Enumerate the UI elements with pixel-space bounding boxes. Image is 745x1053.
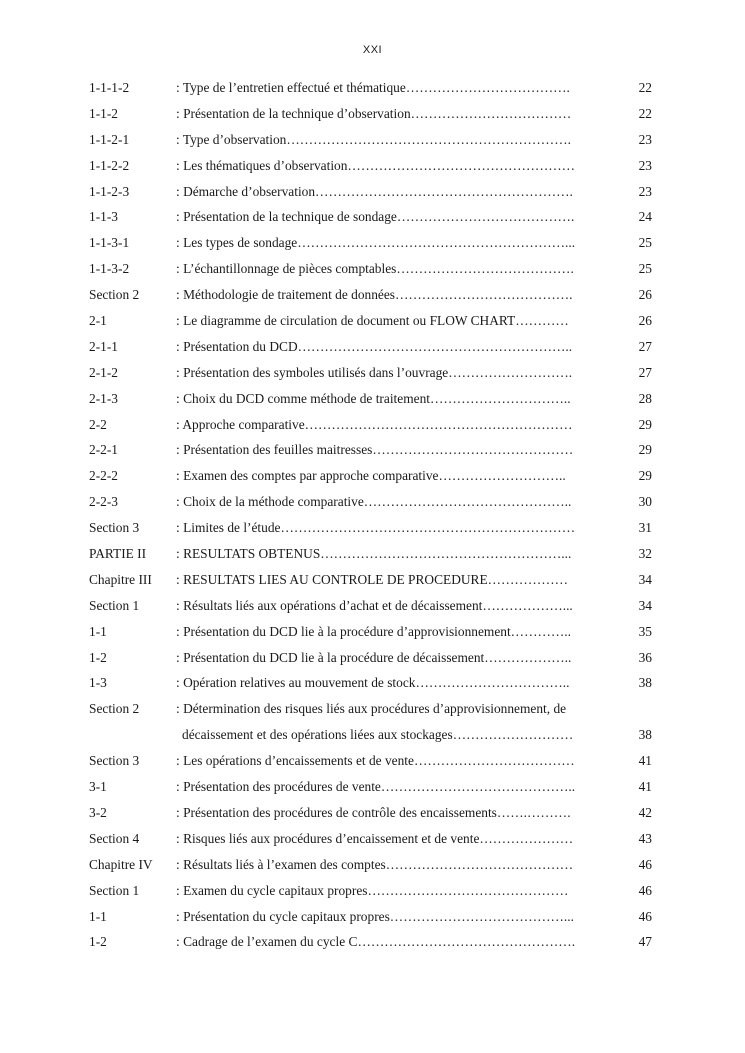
toc-entry-title: : Les opérations d’encaissements et de vente……………………………… [176, 753, 575, 769]
toc-entry-number: 1-1-1-2 [89, 80, 130, 95]
toc-entry-title: : Présentation du DCD lie à la procédure de décaissement……………….. [176, 649, 572, 665]
toc-entry-number: Section 3 [89, 520, 140, 536]
toc-entry-title: : L’échantillonnage de pièces comptables…………………………………. [176, 261, 574, 277]
toc-entry-title: : RESULTATS LIES AU CONTROLE DE PROCEDURE……………… [176, 571, 568, 587]
toc-entry-title: : RESULTATS OBTENUS………………………………………………... [176, 546, 572, 562]
toc-entry [89, 670, 654, 696]
toc-entry-page: 23 [638, 131, 652, 147]
toc-entry-title: : Présentation du cycle capitaux propres…………………………………... [176, 908, 574, 924]
toc-entry-multiline [89, 696, 654, 748]
toc-entry [89, 878, 654, 904]
toc-entry-page: 22 [638, 105, 652, 121]
toc-entry [89, 748, 654, 774]
toc-entry-title: : Type d’observation………………………………………………………. [176, 131, 571, 147]
toc-entry-title: : Présentation des procédures de contrôle des encaissements…….………. [176, 804, 571, 820]
toc-entry-page: 34 [638, 571, 652, 587]
toc-entry-number: 3-1 [89, 779, 107, 795]
toc-entry-number: 1-1 [89, 623, 107, 639]
page-number: XXI [362, 44, 383, 56]
toc-entry-page: 24 [638, 209, 652, 225]
toc-entry-title: : Présentation des procédures de vente…………………………………….. [176, 779, 576, 795]
toc-entry-title: : Présentation du DCD…………………………………………………….. [176, 338, 573, 354]
toc-entry-page: 41 [638, 753, 652, 769]
toc-entry-number: 1-2 [89, 934, 107, 950]
toc-entry-title: : Cadrage de l’examen du cycle C…………………………………………. [176, 934, 576, 950]
toc-entry-title: : Choix de la méthode comparative……………………………………….. [176, 494, 572, 510]
toc-entry [89, 360, 654, 386]
toc-entry-number: 2-1-3 [89, 390, 119, 406]
toc-entry [89, 826, 654, 852]
toc-entry-page: 36 [638, 649, 652, 665]
toc-entry-title: : Opération relatives au mouvement de stock…………………………….. [176, 675, 570, 691]
toc-entry [89, 179, 654, 205]
toc-entry-number: 2-2-3 [89, 494, 119, 510]
toc-entry [89, 904, 654, 930]
toc-entry-page: 23 [638, 183, 652, 199]
toc-entry-page: 29 [638, 468, 652, 484]
toc-entry-title: : Présentation de la technique d’observation……………………………… [176, 105, 572, 121]
toc-entry-number: Section 2 [89, 287, 140, 303]
toc-entry-number: Section 1 [89, 882, 140, 898]
toc-entry [89, 282, 654, 308]
toc-entry-page: 23 [638, 157, 652, 173]
toc-entry-page: 46 [638, 882, 652, 898]
toc-entry-title: : Méthodologie de traitement de données…………………………………. [176, 287, 573, 303]
toc-entry [89, 929, 654, 955]
toc-entry-page: 30 [638, 494, 652, 510]
toc-entry [89, 75, 654, 101]
toc-entry-page: 31 [638, 520, 652, 536]
toc-entry-page: 34 [638, 597, 652, 613]
toc-entry [89, 593, 654, 619]
toc-entry-number: 1-1-3 [89, 209, 119, 225]
toc-entry-number: Section 1 [89, 597, 140, 613]
toc-entry-page: 43 [638, 830, 652, 846]
toc-entry-page: 25 [638, 235, 652, 251]
toc-entry-number: Section 4 [89, 830, 140, 846]
toc-entry-number: 1-1-2-2 [89, 157, 130, 173]
toc-entry-title: : Le diagramme de circulation de document ou FLOW CHART………… [176, 313, 569, 329]
toc-entry-page: 46 [638, 856, 652, 872]
toc-entry-number: 2-2-2 [89, 468, 119, 484]
toc-entry-title: : Les types de sondage……………………………………………………... [176, 235, 576, 251]
toc-entry [89, 412, 654, 438]
toc-entry-number: 2-2-1 [89, 442, 119, 458]
toc-entry-number: 1-1-3-1 [89, 235, 130, 251]
toc-entry-page: 26 [638, 287, 652, 303]
toc-entry-number: 1-1 [89, 908, 107, 924]
toc-entry-number: 2-1-2 [89, 364, 119, 380]
toc-entry-number: 2-1-1 [89, 338, 119, 354]
toc-entry-number: 2-2 [89, 416, 107, 432]
toc-entry-number: 2-1 [89, 313, 107, 329]
toc-entry [89, 386, 654, 412]
toc-entry-number: Section 2 [89, 701, 140, 717]
toc-entry-title: : Type de l’entretien effectué et thématique………………………………. [176, 80, 570, 95]
toc-entry [89, 619, 654, 645]
toc-entry [89, 774, 654, 800]
toc-entry-number: 1-3 [89, 675, 107, 691]
toc-entry-title: : Présentation des symboles utilisés dans l’ouvrage………………………. [176, 364, 573, 380]
toc-entry-title-line1: : Détermination des risques liés aux procédures d’approvisionnement, de [176, 701, 567, 717]
toc-entry-page: 29 [638, 442, 652, 458]
toc-entry-number: 1-1-3-2 [89, 261, 130, 277]
toc-entry-title: : Résultats liés aux opérations d’achat et de décaissement………………... [176, 597, 573, 613]
toc-entry-page: 38 [638, 727, 652, 743]
toc-entry-title: : Présentation de la technique de sondage…………………………………. [176, 209, 575, 225]
toc-entry-title: : Examen du cycle capitaux propres……………………………………… [176, 882, 569, 898]
toc-entry-page: 29 [638, 416, 652, 432]
toc-entry [89, 567, 654, 593]
toc-entry-page: 26 [638, 313, 652, 329]
toc-entry-number: Chapitre IV [89, 856, 153, 872]
toc-entry-page: 47 [638, 934, 652, 950]
toc-entry [89, 541, 654, 567]
toc-entry [89, 489, 654, 515]
toc-entry-number: 1-1-2 [89, 105, 119, 121]
toc-entry [89, 800, 654, 826]
table-of-contents [89, 75, 654, 955]
toc-entry-title-line2: décaissement et des opérations liées aux stockages……………………… [182, 727, 574, 743]
toc-entry-page: 32 [638, 546, 652, 562]
toc-entry [89, 127, 654, 153]
toc-entry [89, 645, 654, 671]
toc-entry-page: 27 [638, 338, 652, 354]
toc-entry-number: 3-2 [89, 804, 107, 820]
toc-entry [89, 437, 654, 463]
toc-entry [89, 101, 654, 127]
toc-entry-title: : Examen des comptes par approche comparative……………………….. [176, 468, 566, 484]
toc-entry-page: 42 [638, 804, 652, 820]
toc-entry-title: : Approche comparative…………………………………………………… [176, 416, 573, 432]
toc-entry [89, 852, 654, 878]
toc-entry-page: 25 [638, 261, 652, 277]
toc-entry [89, 515, 654, 541]
toc-entry-title: : Présentation du DCD lie à la procédure d’approvisionnement………….. [176, 623, 571, 639]
toc-entry-number: 1-1-2-1 [89, 131, 130, 147]
toc-entry-number: PARTIE II [89, 546, 147, 562]
toc-entry-page: 46 [638, 908, 652, 924]
toc-entry-number: Chapitre III [89, 571, 152, 587]
toc-entry-title: : Résultats liés à l’examen des comptes…………………………………… [176, 856, 574, 872]
toc-entry [89, 204, 654, 230]
toc-entry-number: 1-2 [89, 649, 107, 665]
toc-entry-number: 1-1-2-3 [89, 183, 130, 199]
toc-entry-page: 22 [638, 80, 652, 95]
toc-entry [89, 230, 654, 256]
toc-entry [89, 153, 654, 179]
toc-entry-page: 38 [638, 675, 652, 691]
toc-entry [89, 334, 654, 360]
toc-entry-title: : Limites de l’étude………………………………………………………… [176, 520, 576, 536]
toc-entry-title: : Présentation des feuilles maitresses……………………………………… [176, 442, 574, 458]
toc-entry-page: 27 [638, 364, 652, 380]
toc-entry-page: 35 [638, 623, 652, 639]
toc-entry-title: : Les thématiques d’observation…………………………………………… [176, 157, 576, 173]
toc-entry-title: : Démarche d’observation…………………………………………………. [176, 183, 573, 199]
toc-entry-title: : Risques liés aux procédures d’encaissement et de vente………………… [176, 830, 574, 846]
toc-entry-page: 28 [638, 390, 652, 406]
toc-entry [89, 256, 654, 282]
toc-entry-page: 41 [638, 779, 652, 795]
toc-entry [89, 308, 654, 334]
toc-entry-title: : Choix du DCD comme méthode de traitement………………………….. [176, 390, 571, 406]
toc-entry-number: Section 3 [89, 753, 140, 769]
toc-entry [89, 463, 654, 489]
toc-entry-title [176, 696, 573, 748]
